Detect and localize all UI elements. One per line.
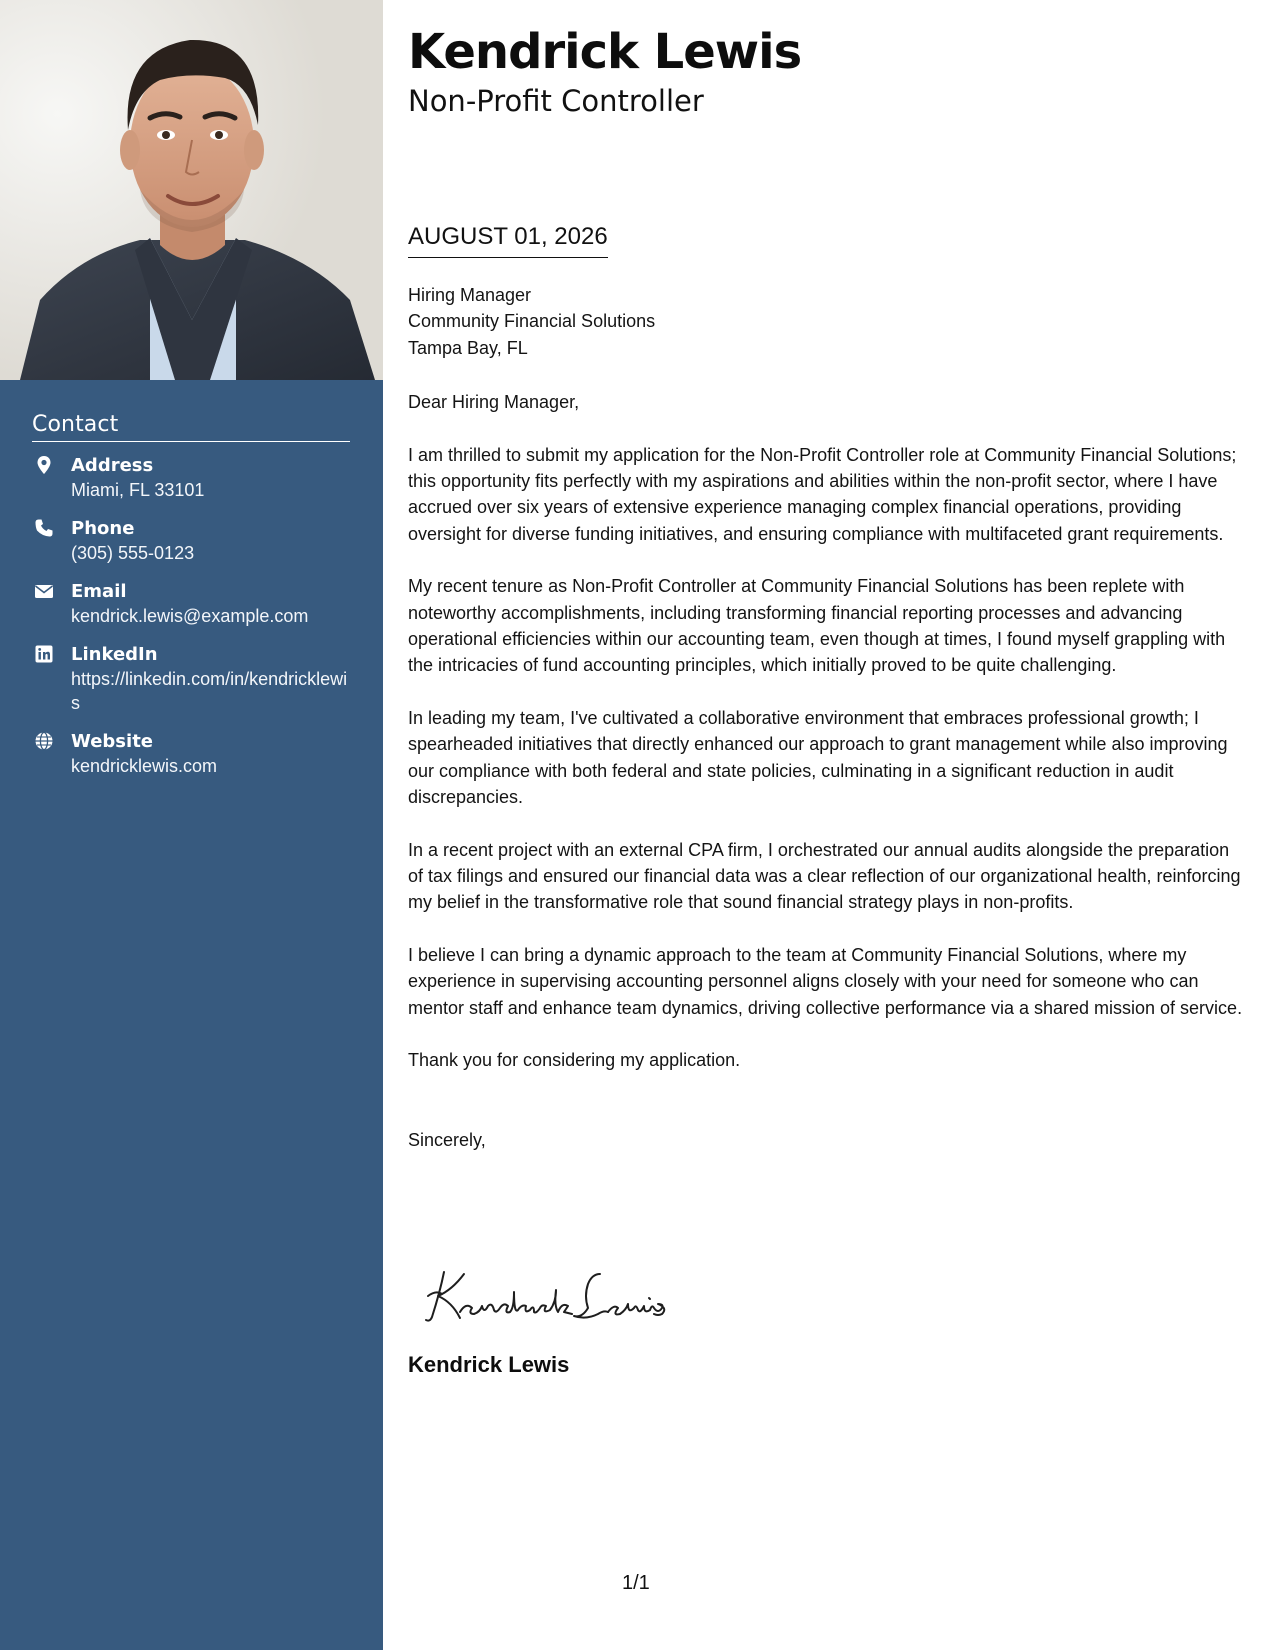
body-paragraph: I am thrilled to submit my application for the Non-Profit Controller role at Community Financial Solutions; this opportunity fits perfectly with my aspirations and abilities within the non-profit sector, where I have accrued over six years of extensive experience managing complex financial operations, providing oversight for diverse funding initiatives, and ensuring compliance with multifaceted grant requirements. <box>408 444 1237 544</box>
contact-label: Address <box>71 455 154 476</box>
address-value: Miami, FL 33101 <box>71 480 205 500</box>
recipient-line: Community Financial Solutions <box>408 311 656 332</box>
body-paragraph: My recent tenure as Non-Profit Controller at Community Financial Solutions has been replete with noteworthy accomplishments, including transforming financial reporting processes and advancing operational efficiencies within our accounting team, even though at times, I found myself grappling with the intricacies of fund accounting principles, which initially proved to be quite challenging. <box>408 576 1226 676</box>
contact-item-linkedin <box>32 643 350 715</box>
page-number: 1/1 <box>622 1572 650 1594</box>
contact-heading: Contact <box>32 412 350 442</box>
map-pin-icon <box>34 455 54 475</box>
contact-item-address <box>32 454 350 502</box>
linkedin-icon <box>34 644 54 664</box>
contact-item-phone <box>32 517 350 565</box>
contact-item-website <box>32 730 350 778</box>
phone-icon <box>34 518 54 538</box>
contact-item-email <box>32 580 350 628</box>
website-link[interactable]: kendricklewis.com <box>71 756 218 776</box>
globe-icon <box>34 731 54 751</box>
letter-body <box>408 282 1244 1180</box>
body-paragraph: In leading my team, I've cultivated a collaborative environment that embraces professional growth; I spearheaded initiatives that directly enhanced our approach to grant management while also improving our compliance with both federal and state policies, culminating in a significant reduction in audit discrepancies. <box>408 707 1228 808</box>
signer-name: Kendrick Lewis <box>408 1352 570 1377</box>
body-paragraph: I believe I can bring a dynamic approach to the team at Community Financial Solutions, where my experience in supervising accounting personnel aligns closely with your need for someone who can mentor staff and enhance team dynamics, driving collective performance via a shared mission of service. <box>408 944 1243 1018</box>
closing-line: Sincerely, <box>408 1130 486 1151</box>
recipient-line: Tampa Bay, FL <box>408 337 528 358</box>
thanks-line: Thank you for considering my application. <box>408 1049 741 1070</box>
contact-section <box>32 412 350 793</box>
sidebar <box>0 0 383 1650</box>
applicant-job-title: Non-Profit Controller <box>408 84 704 118</box>
contact-label: Email <box>71 581 127 602</box>
email-link[interactable]: kendrick.lewis@example.com <box>71 606 309 626</box>
letter-date: AUGUST 01, 2026 <box>408 223 608 258</box>
envelope-icon <box>34 581 54 601</box>
recipient-line: Hiring Manager <box>408 285 532 305</box>
applicant-name: Kendrick Lewis <box>408 24 802 80</box>
contact-label: Phone <box>71 518 135 539</box>
contact-label: Website <box>71 731 154 752</box>
phone-value: (305) 555-0123 <box>71 543 195 563</box>
contact-label: LinkedIn <box>71 644 158 665</box>
recipient-block <box>408 282 1244 361</box>
profile-photo <box>0 0 383 380</box>
linkedin-link[interactable]: https://linkedin.com/in/kendricklewis <box>71 669 348 713</box>
handwritten-signature <box>422 1262 682 1332</box>
body-paragraph: In a recent project with an external CPA firm, I orchestrated our annual audits alongside the preparation of tax filings and ensured our financial data was a clear reflection of our organizational health, reinforcing my belief in the transformative role that sound financial strategy plays in non-profits. <box>408 839 1241 913</box>
salutation: Dear Hiring Manager, <box>408 392 580 413</box>
